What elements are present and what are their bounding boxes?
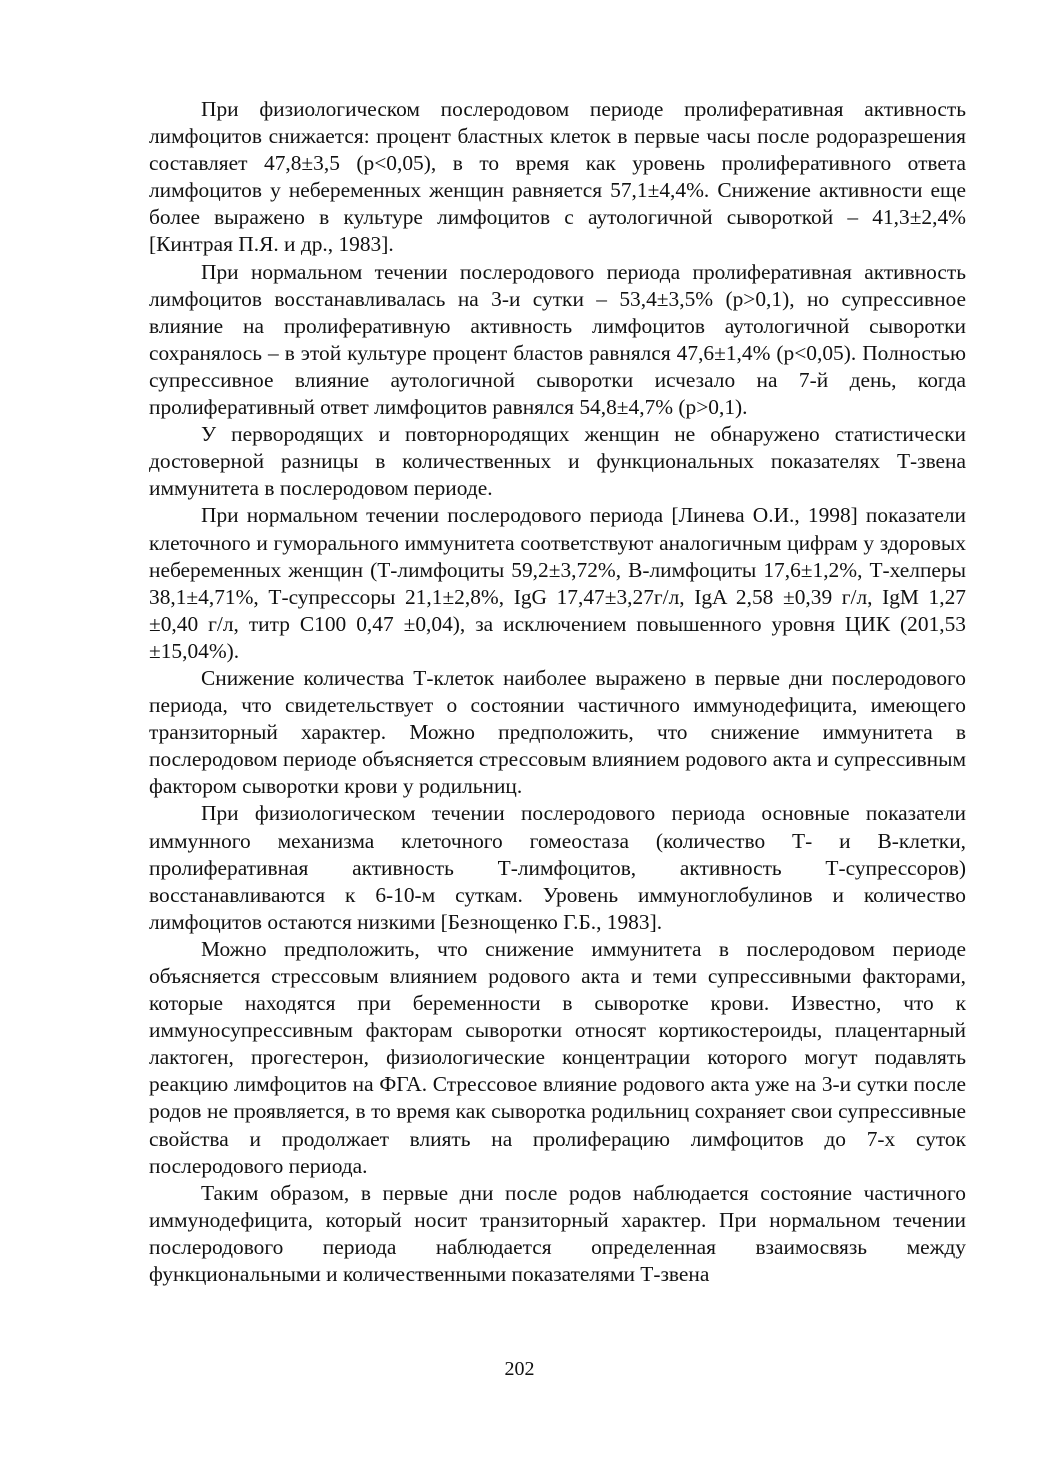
paragraph-2: При нормальном течении послеродового периода пролиферативная активность лимфоцитов восстанавливалась на 3-и сутки – 53,4±3,5% (p>0,1), но супрессивное влияние на пролиферативную активность лимфоцитов аутологичной сыворотки сохранялось – в этой культуре процент бластов равнялся 47,6±1,4% (p<0,05). Полностью супрессивное влияние аутологичной сыворотки исчезало на 7-й день, когда пролиферативный ответ лимфоцитов равнялся 54,8±4,7% (p>0,1). — [149, 259, 966, 420]
paragraph-8: Таким образом, в первые дни после родов наблюдается состояние частичного иммунодефицита, который носит транзиторный характер. При нормальном течении послеродового периода наблюдается определенная взаимосвязь между функциональными и количественными показателями Т-звена — [149, 1180, 966, 1287]
paragraph-7: Можно предположить, что снижение иммунитета в послеродовом периоде объясняется стрессовым влиянием родового акта и теми супрессивными факторами, которые находятся при беременности в сыворотке крови. Известно, что к иммуносупрессивным факторам сыворотки относят кортикостероиды, плацентарный лактоген, прогестерон, физиологические концентрации которого могут подавлять реакцию лимфоцитов на ФГА. Стрессовое влияние родового акта уже на 3-и сутки после родов не проявляется, в то время как сыворотка родильниц сохраняет свои супрессивные свойства и продолжает влиять на пролиферацию лимфоцитов до 7-х суток послеродового периода. — [149, 936, 966, 1178]
page-number: 202 — [504, 1358, 535, 1380]
paragraph-1: При физиологическом послеродовом периоде пролиферативная активность лимфоцитов снижается: процент бластных клеток в первые часы после родоразрешения составляет 47,8±3,5 (p<0,05), в то время как уровень пролиферативного ответа лимфоцитов у небеременных женщин равняется 57,1±4,4%. Снижение активности еще более выражено в культуре лимфоцитов с аутологичной сывороткой – 41,3±2,4% [Кинтрая П.Я. и др., 1983]. — [149, 97, 966, 257]
document-body — [149, 96, 966, 1288]
paragraph-6: При физиологическом течении послеродового периода основные показатели иммунного механизма клеточного гомеостаза (количество Т- и В-клетки, пролиферативная активность Т-лимфоцитов, активность Т-супрессоров) восстанавливаются к 6-10-м суткам. Уровень иммуноглобулинов и количество лимфоцитов остаются низкими [Безнощенко Г.Б., 1983]. — [149, 801, 966, 934]
paragraph-3: У первородящих и повторнородящих женщин не обнаружено статистически достоверной разницы в количественных и функциональных показателях Т-звена иммунитета в послеродовом периоде. — [149, 422, 966, 501]
paragraph-5: Снижение количества Т-клеток наиболее выражено в первые дни послеродового периода, что свидетельствует о состоянии частичного иммунодефицита, имеющего транзиторный характер. Можно предположить, что снижение иммунитета в послеродовом периоде объясняется стрессовым влиянием родового акта и супрессивным фактором сыворотки крови у родильниц. — [149, 665, 966, 799]
paragraph-4: При нормальном течении послеродового периода [Линева О.И., 1998] показатели клеточного и гуморального иммунитета соответствуют аналогичным цифрам у здоровых небеременных женщин (Т-лимфоциты 59,2±3,72%, В-лимфоциты 17,6±1,2%, Т-хелперы 38,1±4,71%, Т-супрессоры 21,1±2,8%, IgG 17,47±3,27г/л, IgA 2,58 ±0,39 г/л, IgM 1,27 ±0,40 г/л, титр С100 0,47 ±0,04), за исключением повышенного уровня ЦИК (201,53 ±15,04%). — [149, 503, 966, 663]
